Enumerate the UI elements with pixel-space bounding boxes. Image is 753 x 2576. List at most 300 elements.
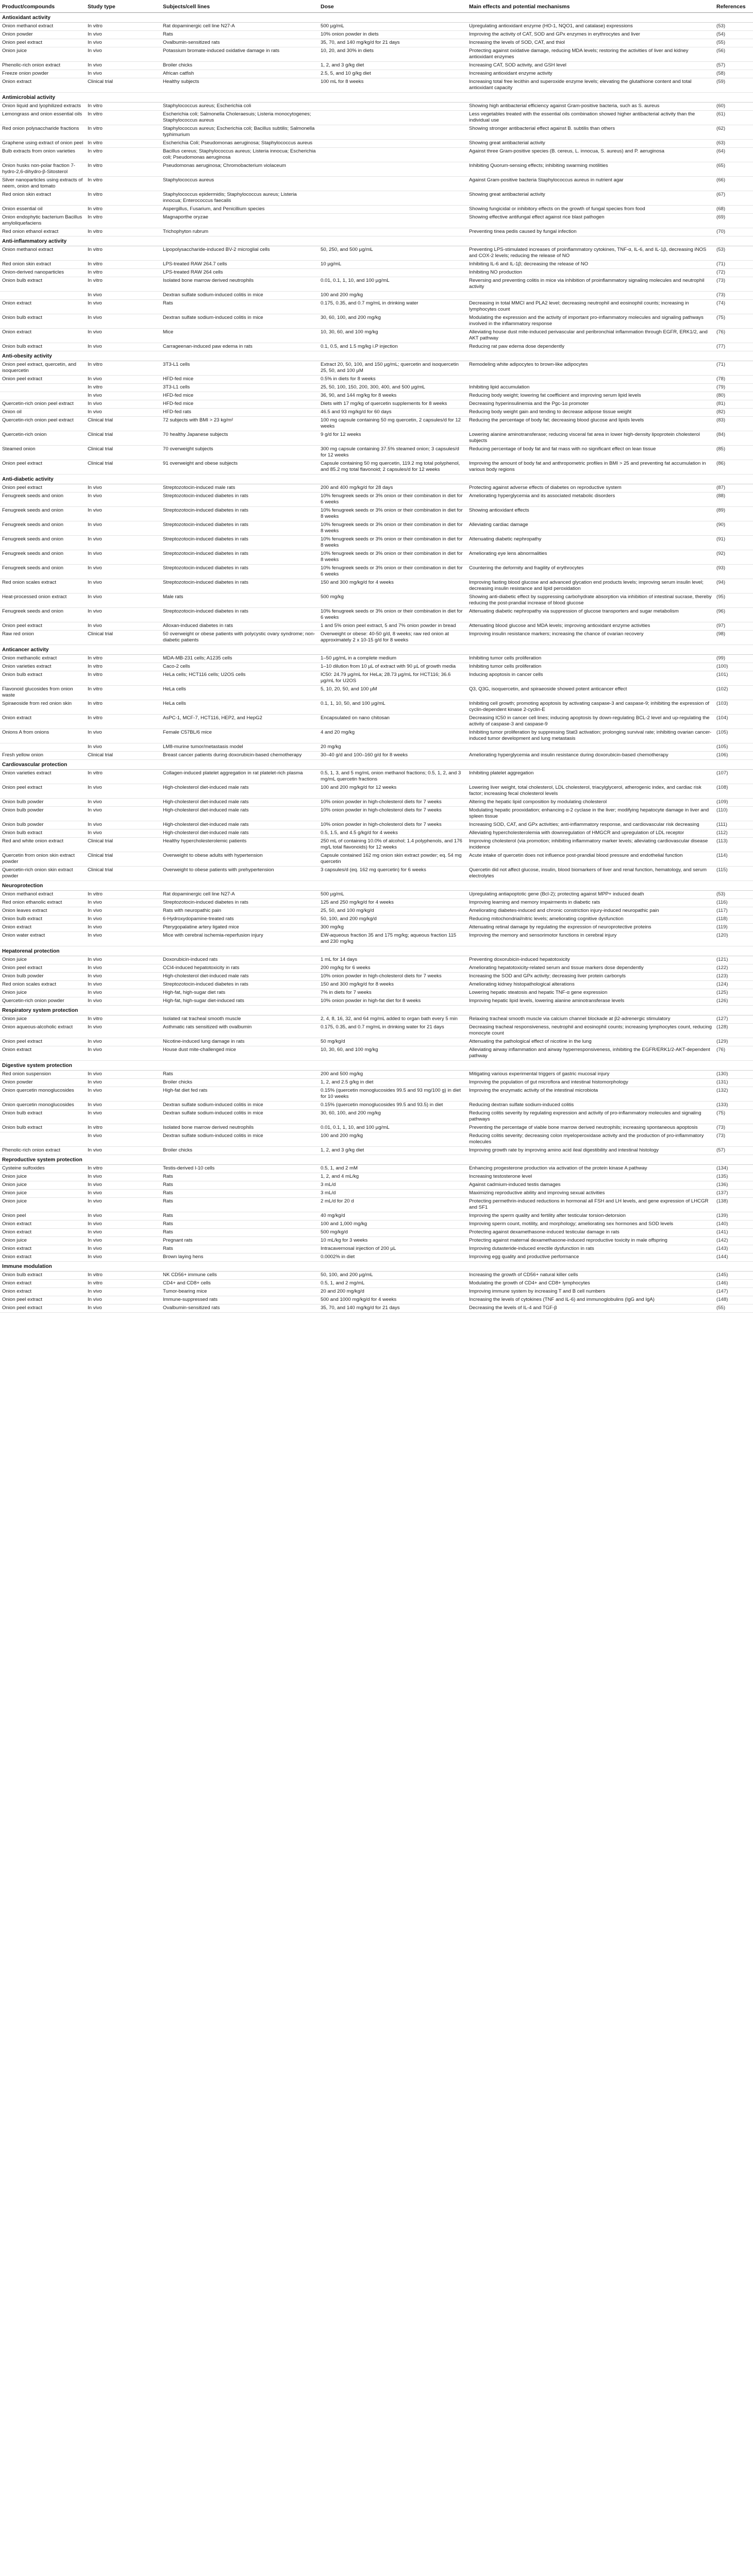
cell-product: Red onion ethanolic extract xyxy=(0,899,86,907)
cell-product: Onion juice xyxy=(0,47,86,62)
cell-dose xyxy=(319,177,467,191)
cell-dose: 10% onion powder in high-fat diet for 8 weeks xyxy=(319,997,467,1006)
cell-product: Onion extract xyxy=(0,300,86,314)
header-references: References xyxy=(714,2,753,13)
cell-effects: Increasing CAT, SOD activity, and GSH level xyxy=(467,62,714,70)
table-row xyxy=(0,1147,753,1155)
cell-effects: Protecting against adverse effects of diabetes on reproductive system xyxy=(467,484,714,493)
cell-study-type: In vivo xyxy=(86,989,161,997)
table-row xyxy=(0,655,753,663)
cell-reference: (129) xyxy=(714,1038,753,1046)
cell-effects: Altering the hepatic lipid composition by modulating cholesterol xyxy=(467,799,714,807)
section-row xyxy=(0,946,753,956)
table-row xyxy=(0,1165,753,1173)
cell-reference: (142) xyxy=(714,1237,753,1245)
cell-study-type: Clinical trial xyxy=(86,838,161,852)
cell-reference: (55) xyxy=(714,39,753,47)
cell-effects: Lowering hepatic steatosis and hepatic TNF-α gene expression xyxy=(467,989,714,997)
cell-subjects: African catfish xyxy=(161,70,319,78)
cell-effects: Improving insulin resistance markers; increasing the chance of ovarian recovery xyxy=(467,631,714,645)
table-row xyxy=(0,838,753,852)
cell-reference: (99) xyxy=(714,655,753,663)
cell-subjects: Rats xyxy=(161,1245,319,1253)
cell-product: Onion methanol extract xyxy=(0,891,86,899)
cell-dose: 3 mL/d xyxy=(319,1181,467,1190)
table-row xyxy=(0,1024,753,1038)
cell-dose: 35, 70, and 140 mg/kg/d for 21 days xyxy=(319,1304,467,1313)
cell-reference: (54) xyxy=(714,31,753,39)
cell-study-type: In vivo xyxy=(86,300,161,314)
cell-dose: 36, 90, and 144 mg/kg for 8 weeks xyxy=(319,392,467,400)
cell-study-type: In vivo xyxy=(86,622,161,631)
cell-dose xyxy=(319,148,467,162)
header-study-type: Study type xyxy=(86,2,161,13)
cell-effects: Inhibiting tumor cells proliferation xyxy=(467,655,714,663)
cell-reference: (57) xyxy=(714,1147,753,1155)
cell-effects: Alleviating hypercholesterolemia with downregulation of HMGCR and upregulation of LDL receptor xyxy=(467,829,714,838)
cell-study-type: In vivo xyxy=(86,292,161,300)
cell-product: Onion bulb extract xyxy=(0,671,86,686)
cell-subjects: 70 overweight subjects xyxy=(161,446,319,460)
cell-subjects: Streptozotocin-induced diabetes in rats xyxy=(161,521,319,536)
table-row xyxy=(0,177,753,191)
cell-product: Quercetin from onion skin extract powder xyxy=(0,852,86,867)
cell-effects: Enhancing progesterone production via activation of the protein kinase A pathway xyxy=(467,1165,714,1173)
cell-dose: 50 mg/kg/d xyxy=(319,1038,467,1046)
cell-dose: 0.5, 1, and 2 mg/mL xyxy=(319,1280,467,1288)
table-row xyxy=(0,431,753,446)
cell-subjects: Rats xyxy=(161,1229,319,1237)
cell-dose: 10% fenugreek seeds or 3% onion or their combination in diet for 8 weeks xyxy=(319,507,467,521)
section-title: Antimicrobial activity xyxy=(0,93,753,103)
cell-effects: Improving immune system by increasing T and B cell numbers xyxy=(467,1288,714,1296)
section-row xyxy=(0,93,753,103)
cell-study-type: In vitro xyxy=(86,655,161,663)
cell-product: Onion peel extract, quercetin, and isoquercetin xyxy=(0,361,86,376)
cell-dose: 200 mg/kg for 6 weeks xyxy=(319,964,467,973)
cell-product xyxy=(0,384,86,392)
cell-reference: (109) xyxy=(714,799,753,807)
table-row xyxy=(0,103,753,111)
section-title: Anticancer activity xyxy=(0,645,753,655)
cell-subjects: High-cholesterol diet-induced male rats xyxy=(161,829,319,838)
cell-effects: Improving hepatic lipid levels, lowering alanine aminotransferase levels xyxy=(467,997,714,1006)
table-row xyxy=(0,1038,753,1046)
cell-reference: (92) xyxy=(714,550,753,565)
cell-dose: IC50: 24.79 µg/mL for HeLa; 28.73 µg/mL for HCT116; 36.6 µg/mL for U2OS xyxy=(319,671,467,686)
cell-subjects: Male rats xyxy=(161,594,319,608)
cell-dose: 40 mg/kg/d xyxy=(319,1212,467,1221)
cell-effects: Maximizing reproductive ability and improving sexual activities xyxy=(467,1190,714,1198)
table-row xyxy=(0,148,753,162)
cell-subjects: 50 overweight or obese patients with polycystic ovary syndrome; non-diabetic patients xyxy=(161,631,319,645)
cell-product: Onion extract xyxy=(0,1280,86,1288)
cell-product: Onion bulb powder xyxy=(0,799,86,807)
cell-study-type: In vivo xyxy=(86,1304,161,1313)
cell-effects: Improving the activity of CAT, SOD and GPx enzymes in erythrocytes and liver xyxy=(467,31,714,39)
cell-reference: (85) xyxy=(714,446,753,460)
cell-study-type: In vivo xyxy=(86,31,161,39)
table-row xyxy=(0,78,753,93)
cell-study-type: In vivo xyxy=(86,973,161,981)
cell-product: Quercetin-rich onion peel extract xyxy=(0,417,86,431)
cell-study-type: In vivo xyxy=(86,916,161,924)
cell-reference: (84) xyxy=(714,431,753,446)
cell-effects: Quercetin did not affect glucose, insulin, blood biomarkers of liver and renal function, hematology, and serum electrolytes xyxy=(467,867,714,881)
table-row xyxy=(0,507,753,521)
table-row xyxy=(0,770,753,784)
cell-effects: Improving the memory and sensorimotor functions in cerebral injury xyxy=(467,932,714,946)
cell-product: Onion juice xyxy=(0,1015,86,1024)
table-row xyxy=(0,343,753,351)
table-row xyxy=(0,392,753,400)
cell-study-type: In vitro xyxy=(86,206,161,214)
table-row xyxy=(0,1190,753,1198)
table-row xyxy=(0,784,753,799)
cell-effects: Inhibiting tumor proliferation by suppressing Stat3 activation; prolonging survival rate; inhibiting ovarian cancer-induced tumor development and lung metastasis xyxy=(467,729,714,743)
cell-reference: (117) xyxy=(714,907,753,916)
cell-dose xyxy=(319,269,467,277)
cell-effects: Ameliorating eye lens abnormalities xyxy=(467,550,714,565)
table-row xyxy=(0,565,753,579)
cell-effects: Preventing the percentage of viable bone marrow derived neutrophils; increasing spontaneous apoptosis xyxy=(467,1124,714,1132)
cell-dose: 25, 50, and 100 mg/kg/d xyxy=(319,907,467,916)
cell-dose: 10% fenugreek seeds or 3% onion or their combination in diet for 6 weeks xyxy=(319,608,467,622)
cell-reference: (65) xyxy=(714,162,753,177)
cell-subjects: Lipopolysaccharide-induced BV-2 microglial cells xyxy=(161,246,319,261)
cell-subjects: Rats xyxy=(161,1190,319,1198)
cell-subjects: Broiler chicks xyxy=(161,1147,319,1155)
cell-subjects: Doxorubicin-induced rats xyxy=(161,956,319,964)
cell-effects: Showing high antibacterial efficiency against Gram-positive bacteria, such as S. aureus xyxy=(467,103,714,111)
section-row xyxy=(0,236,753,246)
cell-reference: (70) xyxy=(714,228,753,236)
cell-study-type: In vivo xyxy=(86,594,161,608)
cell-dose xyxy=(319,191,467,206)
cell-product: Red onion scales extract xyxy=(0,981,86,989)
cell-dose: 9 g/d for 12 weeks xyxy=(319,431,467,446)
cell-reference: (63) xyxy=(714,140,753,148)
cell-reference: (112) xyxy=(714,829,753,838)
cell-study-type: In vivo xyxy=(86,409,161,417)
cell-product: Onion peel extract xyxy=(0,964,86,973)
cell-product xyxy=(0,743,86,752)
cell-dose: 30, 60, 100, and 200 mg/kg xyxy=(319,314,467,329)
cell-effects: Showing antioxidant effects xyxy=(467,507,714,521)
cell-effects: Reducing colitis severity by regulating expression and activity of pro-inflammatory molecules and signaling pathways xyxy=(467,1110,714,1124)
header-product: Product/compounds xyxy=(0,2,86,13)
section-title: Anti-obesity activity xyxy=(0,351,753,361)
cell-product: Onion bulb extract xyxy=(0,277,86,292)
cell-study-type: In vivo xyxy=(86,400,161,409)
table-row xyxy=(0,1304,753,1313)
cell-dose: 100 and 200 mg/kg xyxy=(319,1132,467,1147)
cell-dose: 100 and 200 mg/kg xyxy=(319,292,467,300)
cell-effects: Increasing the growth of CD56+ natural killer cells xyxy=(467,1272,714,1280)
cell-study-type: In vitro xyxy=(86,148,161,162)
cell-product: Onion methanol extract xyxy=(0,246,86,261)
cell-dose: 1, 2, and 4 mL/kg xyxy=(319,1173,467,1181)
cell-product: Onion extract xyxy=(0,1245,86,1253)
table-row xyxy=(0,663,753,671)
cell-subjects: Rats xyxy=(161,1221,319,1229)
cell-product: Onion extract xyxy=(0,1288,86,1296)
cell-study-type: Clinical trial xyxy=(86,867,161,881)
cell-study-type: In vivo xyxy=(86,799,161,807)
cell-dose: 30–40 g/d and 100–160 g/d for 8 weeks xyxy=(319,752,467,760)
cell-product: Onion bulb powder xyxy=(0,821,86,829)
cell-effects: Showing fungicidal or inhibitory effects on the growth of fungal species from food xyxy=(467,206,714,214)
section-row xyxy=(0,474,753,484)
cell-product: Onion methanol extract xyxy=(0,23,86,31)
cell-subjects: Healthy subjects xyxy=(161,78,319,93)
cell-dose: 0.01, 0.1, 1, 10, and 100 µg/mL xyxy=(319,277,467,292)
cell-dose: 250 mL of containing 10.0% of alcohol; 1.4 polyphenols, and 176 mg/L total flavonoids) for 12 weeks xyxy=(319,838,467,852)
section-title: Immune modulation xyxy=(0,1262,753,1272)
cell-effects: Decreasing IC50 in cancer cell lines; inducing apoptosis by down-regulating BCL-2 level and up-regulating the activity of caspase-3 and caspase-9 xyxy=(467,715,714,729)
cell-subjects: Magnaporthe oryzae xyxy=(161,214,319,228)
cell-subjects: Carrageenan-induced paw edema in rats xyxy=(161,343,319,351)
cell-reference: (73) xyxy=(714,1124,753,1132)
header-row xyxy=(0,2,753,13)
cell-product: Onion aqueous-alcoholic extract xyxy=(0,1024,86,1038)
table-row xyxy=(0,446,753,460)
cell-product: Onion extract xyxy=(0,329,86,343)
cell-dose: 10 mL/kg for 3 weeks xyxy=(319,1237,467,1245)
cell-reference: (78) xyxy=(714,376,753,384)
cell-subjects: Staphylococcus epidermidis; Staphylococcus aureus; Listeria innocua; Enterococcus faecalis xyxy=(161,191,319,206)
cell-subjects: Rats xyxy=(161,1173,319,1181)
cell-subjects: Ovalbumin-sensitized rats xyxy=(161,39,319,47)
cell-dose: 10% onion powder in high-cholesterol diets for 7 weeks xyxy=(319,807,467,821)
table-header xyxy=(0,2,753,13)
cell-study-type: In vitro xyxy=(86,214,161,228)
cell-dose: 10% onion powder in high-cholesterol diets for 7 weeks xyxy=(319,973,467,981)
cell-effects: Showing effective antifungal effect against rice blast pathogen xyxy=(467,214,714,228)
table-row xyxy=(0,1071,753,1079)
cell-study-type: In vitro xyxy=(86,715,161,729)
cell-study-type: In vivo xyxy=(86,579,161,594)
cell-dose: 500 and 1000 mg/kg/d for 4 weeks xyxy=(319,1296,467,1304)
cell-subjects: High-fat, high-sugar diet-induced rats xyxy=(161,997,319,1006)
cell-study-type: In vivo xyxy=(86,964,161,973)
table-row xyxy=(0,1087,753,1101)
table-row xyxy=(0,1181,753,1190)
cell-reference: (53) xyxy=(714,246,753,261)
cell-study-type: In vitro xyxy=(86,1272,161,1280)
cell-subjects: Streptozotocin-induced diabetes in rats xyxy=(161,608,319,622)
section-title: Hepatorenal protection xyxy=(0,946,753,956)
cell-effects: Decreasing the levels of IL-4 and TGF-β xyxy=(467,1304,714,1313)
cell-effects: Preventing tinea pedis caused by fungal infection xyxy=(467,228,714,236)
table-row xyxy=(0,715,753,729)
cell-study-type: In vitro xyxy=(86,686,161,700)
cell-effects: Decreasing hyperinsulinemia and the Pgc-1α promoter xyxy=(467,400,714,409)
cell-reference: (76) xyxy=(714,1046,753,1061)
cell-effects: Reducing mitochondrial/nitric levels; ameliorating cognitive dysfunction xyxy=(467,916,714,924)
cell-study-type: In vivo xyxy=(86,743,161,752)
cell-effects: Against three Gram-positive species (B. cereus, L. innocua, S. aureus) and P. aeruginosa xyxy=(467,148,714,162)
cell-study-type: In vivo xyxy=(86,1296,161,1304)
table-row xyxy=(0,329,753,343)
cell-product: Quercetin-rich onion xyxy=(0,431,86,446)
cell-product: Red onion skin extract xyxy=(0,191,86,206)
cell-reference: (123) xyxy=(714,973,753,981)
cell-effects: Modulating the growth of CD4+ and CD8+ lymphocytes xyxy=(467,1280,714,1288)
table-row xyxy=(0,1015,753,1024)
cell-effects: Decreasing tracheal responsiveness, neutrophil and eosinophil counts; increasing lymphocytes count, reducing monocyte count xyxy=(467,1024,714,1038)
cell-product: Fenugreek seeds and onion xyxy=(0,521,86,536)
cell-reference: (118) xyxy=(714,916,753,924)
cell-subjects: High-fat, high-sugar diet rats xyxy=(161,989,319,997)
cell-dose: 2, 4, 8, 16, 32, and 64 mg/mL added to organ bath every 5 min xyxy=(319,1015,467,1024)
cell-study-type: In vivo xyxy=(86,1038,161,1046)
cell-dose: 10% fenugreek seeds or 3% onion or their combination in diet for 6 weeks xyxy=(319,565,467,579)
cell-study-type: In vivo xyxy=(86,565,161,579)
cell-subjects: Broiler chicks xyxy=(161,62,319,70)
cell-effects: Ameliorating diabetes-induced and chronic constriction injury-induced neuropathic pain xyxy=(467,907,714,916)
cell-effects xyxy=(467,376,714,384)
cell-study-type: In vitro xyxy=(86,663,161,671)
cell-reference: (55) xyxy=(714,1304,753,1313)
cell-product: Onion peel extract xyxy=(0,1038,86,1046)
cell-reference: (110) xyxy=(714,807,753,821)
cell-subjects: HFD-fed mice xyxy=(161,376,319,384)
cell-reference: (69) xyxy=(714,214,753,228)
cell-dose: 500 µg/mL xyxy=(319,23,467,31)
table-row xyxy=(0,671,753,686)
cell-product: Fenugreek seeds and onion xyxy=(0,550,86,565)
cell-dose: 150 and 300 mg/kg/d for 4 weeks xyxy=(319,579,467,594)
cell-effects: Attenuating diabetic nephropathy via suppression of glucose transporters and sugar metabolism xyxy=(467,608,714,622)
cell-reference: (106) xyxy=(714,752,753,760)
cell-dose: 1, 2, and 3 g/kg diet xyxy=(319,62,467,70)
cell-dose: 300 mg capsule containing 37.5% steamed onion; 3 capsules/d for 12 weeks xyxy=(319,446,467,460)
table-row xyxy=(0,989,753,997)
cell-product: Spiraeoside from red onion skin xyxy=(0,700,86,715)
cell-dose: 2 mL/d for 20 d xyxy=(319,1198,467,1212)
cell-dose: 0.0002% in diet xyxy=(319,1253,467,1262)
cell-reference: (105) xyxy=(714,743,753,752)
cell-reference: (83) xyxy=(714,417,753,431)
cell-effects: Improving learning and memory impairments in diabetic rats xyxy=(467,899,714,907)
cell-study-type: In vivo xyxy=(86,1190,161,1198)
cell-subjects: Rats with neuropathic pain xyxy=(161,907,319,916)
cell-subjects: Isolated bone marrow derived neutrophils xyxy=(161,277,319,292)
cell-product: Red onion polysaccharide fractions xyxy=(0,125,86,140)
cell-subjects: Tumor-bearing mice xyxy=(161,1288,319,1296)
cell-product: Onion bulb powder xyxy=(0,807,86,821)
cell-subjects: Overweight to obese patients with prehypertension xyxy=(161,867,319,881)
cell-dose: 0.5, 1, 3, and 5 mg/mL onion methanol fractions; 0.5, 1, 2, and 3 mg/mL quercetin fractions xyxy=(319,770,467,784)
cell-subjects: Isolated bone marrow derived neutrophils xyxy=(161,1124,319,1132)
cell-effects: Reducing body weight; lowering fat coefficient and improving serum lipid levels xyxy=(467,392,714,400)
cell-reference: (137) xyxy=(714,1190,753,1198)
cell-reference: (93) xyxy=(714,565,753,579)
table-row xyxy=(0,700,753,715)
table-row xyxy=(0,916,753,924)
table-row xyxy=(0,125,753,140)
cell-subjects: Dextran sulfate sodium-induced colitis in mice xyxy=(161,292,319,300)
summary-table xyxy=(0,2,753,1313)
cell-dose: 10% onion powder in high-cholesterol diets for 7 weeks xyxy=(319,821,467,829)
cell-study-type: In vivo xyxy=(86,39,161,47)
cell-dose: 2.5, 5, and 10 g/kg diet xyxy=(319,70,467,78)
cell-reference: (133) xyxy=(714,1101,753,1110)
cell-study-type: In vivo xyxy=(86,997,161,1006)
cell-reference: (121) xyxy=(714,956,753,964)
cell-study-type: In vitro xyxy=(86,384,161,392)
cell-subjects: Potassium bromate-induced oxidative damage in rats xyxy=(161,47,319,62)
table-row xyxy=(0,1198,753,1212)
cell-reference: (74) xyxy=(714,300,753,314)
cell-reference: (62) xyxy=(714,125,753,140)
cell-effects: Improving growth rate by improving amino acid ileal digestibility and intestinal histology xyxy=(467,1147,714,1155)
cell-study-type: In vivo xyxy=(86,343,161,351)
cell-dose: 50, 100, and 200 mg/kg/d xyxy=(319,916,467,924)
cell-study-type: In vitro xyxy=(86,228,161,236)
table-row xyxy=(0,140,753,148)
cell-dose: 0.1, 1, 10, 50, and 100 µg/mL xyxy=(319,700,467,715)
section-row xyxy=(0,1006,753,1015)
cell-reference: (131) xyxy=(714,1079,753,1087)
cell-study-type: In vivo xyxy=(86,329,161,343)
cell-effects: Mitigating various experimental triggers of gastric mucosal injury xyxy=(467,1071,714,1079)
cell-effects: Modulating the expression and the activity of important pro-inflammatory molecules and signaling pathways involved in the inflammatory response xyxy=(467,314,714,329)
cell-dose: 10, 20, and 30% in diets xyxy=(319,47,467,62)
table-row xyxy=(0,686,753,700)
cell-study-type: In vivo xyxy=(86,507,161,521)
table-row xyxy=(0,162,753,177)
cell-product: Fresh yellow onion xyxy=(0,752,86,760)
cell-product: Red onion ethanol extract xyxy=(0,228,86,236)
cell-subjects: House dust mite-challenged mice xyxy=(161,1046,319,1061)
cell-study-type: In vivo xyxy=(86,1229,161,1237)
cell-effects: Ameliorating kidney histopathological alterations xyxy=(467,981,714,989)
cell-product: Onion bulb extract xyxy=(0,829,86,838)
cell-effects: Inhibiting Quorum-sensing effects; inhibiting swarming motilities xyxy=(467,162,714,177)
cell-dose: 100 mg capsule containing 50 mg quercetin, 2 capsules/d for 12 weeks xyxy=(319,417,467,431)
cell-dose: 30, 60, 100, and 200 mg/kg xyxy=(319,1110,467,1124)
cell-subjects: Trichophyton rubrum xyxy=(161,228,319,236)
cell-reference: (130) xyxy=(714,1071,753,1079)
cell-effects: Showing great antibacterial activity xyxy=(467,140,714,148)
cell-dose: 1, 2, and 2.5 g/kg in diet xyxy=(319,1079,467,1087)
cell-subjects: Mice xyxy=(161,329,319,343)
cell-effects: Inhibiting cell growth; promoting apoptosis by activating caspase-3 and caspase-9; inhibiting the expression of cyclin-dependent kinase 2-cyclin-E xyxy=(467,700,714,715)
cell-reference: (122) xyxy=(714,964,753,973)
cell-reference: (98) xyxy=(714,631,753,645)
cell-reference: (134) xyxy=(714,1165,753,1173)
table-row xyxy=(0,206,753,214)
cell-dose xyxy=(319,214,467,228)
cell-subjects: LM8-murine tumor/metastasis model xyxy=(161,743,319,752)
cell-reference: (96) xyxy=(714,608,753,622)
cell-reference: (143) xyxy=(714,1245,753,1253)
cell-subjects: Rats xyxy=(161,300,319,314)
cell-study-type: In vivo xyxy=(86,70,161,78)
cell-study-type: In vitro xyxy=(86,700,161,715)
cell-dose: 300 mg/kg xyxy=(319,924,467,932)
table-row xyxy=(0,631,753,645)
cell-study-type: In vivo xyxy=(86,314,161,329)
cell-effects: Increasing the levels of SOD, CAT, and thiol xyxy=(467,39,714,47)
cell-study-type: In vivo xyxy=(86,1253,161,1262)
cell-dose: 4 and 20 mg/kg xyxy=(319,729,467,743)
cell-dose: 1–10 dilution from 10 µL of extract with 90 µL of growth media xyxy=(319,663,467,671)
cell-reference: (116) xyxy=(714,899,753,907)
cell-study-type: In vivo xyxy=(86,376,161,384)
